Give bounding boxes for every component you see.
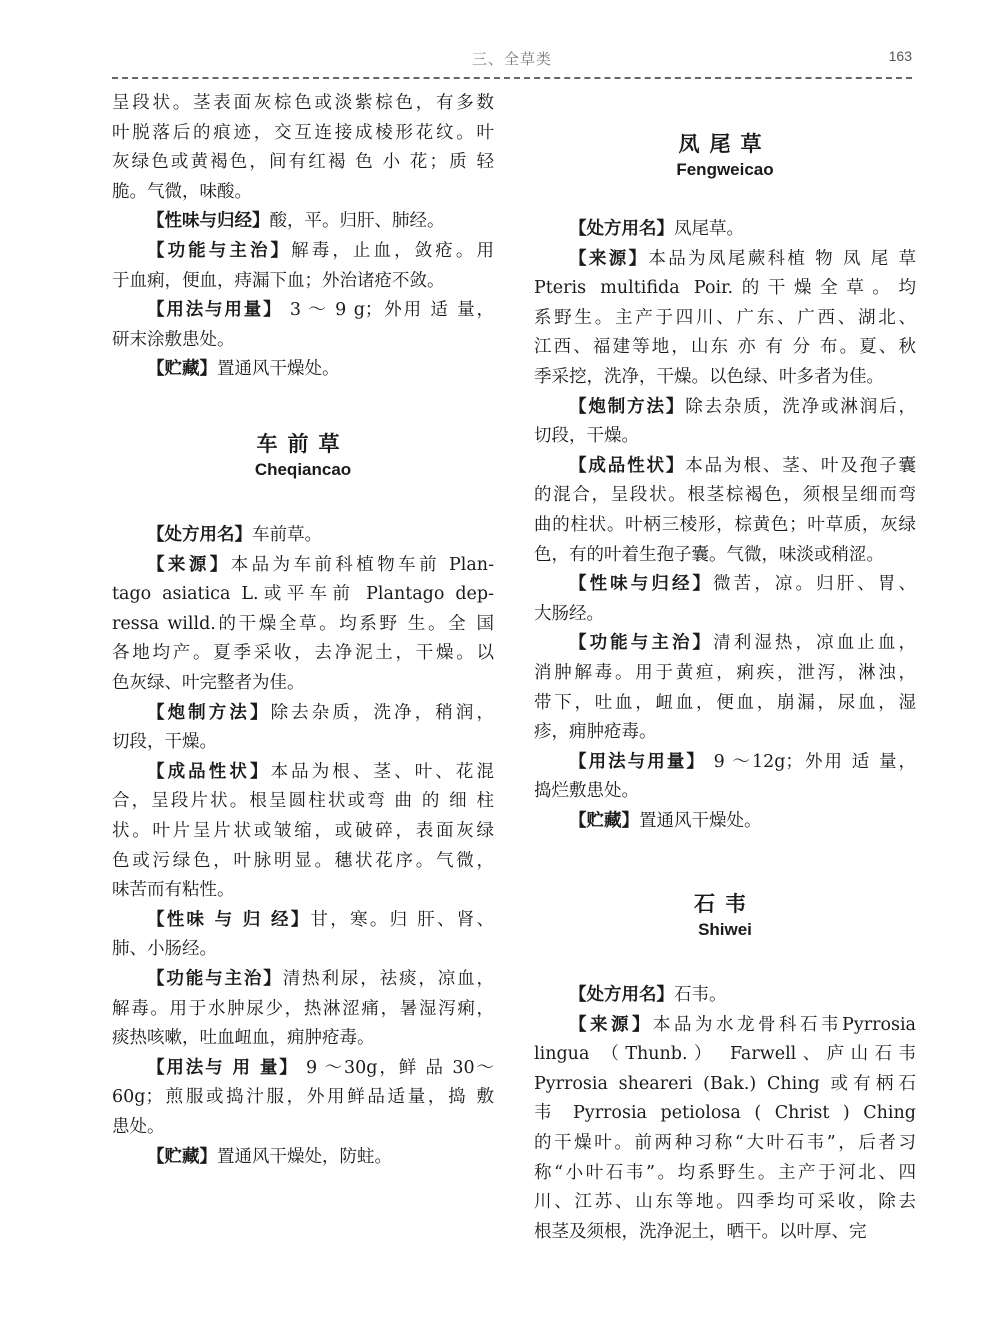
section-label: 【用法与用量】 (569, 751, 706, 772)
text-line: 川、江苏、山东等地。四季均可采收，除去 (534, 1192, 916, 1213)
text-line: lingua （Thunb.） Farwell、庐山石韦 (534, 1044, 916, 1065)
text-line: 【功能与主治】清热利尿，祛痰，凉血， (147, 969, 494, 989)
page-header (112, 48, 912, 72)
entry-pinyin: Fengweicao (676, 160, 774, 179)
text-line: 【用法与用量】 9 ～12g；外用 适 量， (569, 751, 916, 772)
entry-pinyin: Shiwei (698, 920, 752, 939)
text-line: 【来源】本品为车前科植物车前 Plan- (147, 554, 494, 575)
text-line: 【来源】本品为凤尾蕨科植 物 凤 尾 草 (569, 248, 916, 269)
text-line: 研末涂敷患处。 (112, 329, 235, 350)
section-label: 【成品性状】 (147, 761, 271, 782)
section-label: 【功能与主治】 (569, 633, 714, 654)
text-line: 曲的柱状。叶柄三棱形，棕黄色；叶草质，灰绿 (534, 515, 916, 535)
text-line: 江西、福建等地，山东 亦 有 分 布。夏、秋 (534, 337, 916, 358)
text-line: 根茎及须根，洗净泥土，晒干。以叶厚、完 (534, 1221, 867, 1242)
text-line: 【来源】本品为水龙骨科石韦Pyrrosia (569, 1014, 916, 1035)
text-line: 大肠经。 (534, 603, 604, 624)
text-line: 脆。气微，味酸。 (112, 181, 252, 202)
section-label: 【来源】 (147, 554, 231, 575)
text-line: 【性味与归经】微苦，凉。归肝、胃、 (569, 574, 916, 595)
section-label: 【来源】 (569, 248, 649, 269)
text-line: 【处方用名】凤尾草。 (569, 219, 744, 239)
section-label: 【来源】 (569, 1014, 654, 1035)
page-number: 163 (888, 48, 912, 64)
text-line: 【处方用名】石韦。 (569, 985, 727, 1005)
text-line: 【炮制方法】除去杂质，洗净或淋润后， (569, 396, 916, 417)
text-line: 痰热咳嗽，吐血衄血，痈肿疮毒。 (112, 1028, 375, 1049)
text-line: 状。叶片呈片状或皱缩，或破碎，表面灰绿 (112, 821, 494, 841)
text-line: 解毒。用于水肿尿少，热淋涩痛，暑湿泻痢， (112, 998, 494, 1019)
text-line: Pyrrosia sheareri (Bak.) Ching 或有柄石 (534, 1073, 916, 1094)
section-label: 【炮制方法】 (147, 702, 271, 723)
text-line: 【性味与归经】酸，平。归肝、肺经。 (147, 211, 445, 232)
running-title: 三、全草类 (471, 50, 552, 68)
section-label: 【成品性状】 (569, 455, 686, 476)
text-line: 患处。 (112, 1117, 165, 1137)
entry-title: 凤尾草 (678, 132, 772, 156)
text-line: 各地均产。夏季采收，去净泥土，干燥。以 (112, 643, 494, 664)
text-line: ressa willd.的干燥全草。均系野 生。全 国 (112, 613, 494, 634)
text-line: 于血痢，便血，痔漏下血；外治诸疮不敛。 (112, 270, 445, 291)
text-line: 色或污绿色，叶脉明显。穗状花序。气微， (112, 850, 494, 871)
text-line: 【用法与用量】 3 ～ 9 g；外用 适 量， (147, 300, 494, 321)
text-line: 季采挖，洗净，干燥。以色绿、叶多者为佳。 (534, 367, 884, 387)
section-label: 【性味与归经】 (147, 211, 270, 232)
text-line: tago asiatica L.或平车前 Plantago dep- (112, 584, 494, 605)
text-line: 【性味 与 归 经】甘，寒。归 肝、肾、 (147, 909, 494, 930)
text-line: 捣烂敷患处。 (534, 781, 639, 802)
text-line: 【贮藏】置通风干燥处，防蛀。 (147, 1146, 392, 1167)
text-line: 色灰绿、叶完整者为佳。 (112, 673, 305, 693)
section-label: 【用法与用量】 (147, 300, 283, 321)
text-line: Pteris multifida Poir.的干燥全草。均 (534, 278, 916, 299)
text-line: 系野生。主产于四川、广东、广西、湖北、 (534, 307, 916, 328)
text-line: 的干燥叶。前两种习称“大叶石韦”，后者习 (534, 1133, 916, 1153)
section-label: 【用法与 用 量】 (147, 1057, 299, 1078)
section-label: 【处方用名】 (569, 219, 674, 239)
text-line: 灰绿色或黄褐色，间有红褐 色 小 花；质 轻 (112, 152, 494, 173)
text-line: 切段，干燥。 (534, 426, 639, 447)
text-line: 称“小叶石韦”。均系野生。主产于河北、四 (534, 1162, 916, 1183)
section-label: 【贮藏】 (147, 1146, 217, 1167)
text-line: 【成品性状】本品为根、茎、叶及孢子囊 (569, 455, 916, 476)
section-label: 【贮藏】 (569, 811, 639, 831)
text-line: 【贮藏】置通风干燥处。 (147, 359, 340, 380)
text-line: 疹，痈肿疮毒。 (534, 722, 657, 743)
section-label: 【处方用名】 (147, 525, 252, 545)
section-label: 【炮制方法】 (569, 396, 686, 417)
text-line: 叶脱落后的痕迹，交互连接成棱形花纹。叶 (112, 122, 494, 143)
text-line: 色，有的叶着生孢子囊。气微，味淡或稍涩。 (534, 544, 884, 565)
text-line: 的混合，呈段状。根茎棕褐色，须根呈细而弯 (534, 485, 916, 506)
text-line: 切段，干燥。 (112, 732, 217, 753)
section-label: 【处方用名】 (569, 985, 674, 1005)
text-line: 味苦而有粘性。 (112, 880, 235, 901)
text-line: 【功能与主治】清利湿热，凉血止血， (569, 633, 916, 654)
section-label: 【性味与归经】 (569, 574, 714, 595)
text-line: 【功能与主治】解毒，止血，敛疮。用 (147, 241, 494, 261)
text-line: 带下，吐血，衄血，便血，崩漏，尿血，湿 (534, 692, 916, 713)
text-line: 【处方用名】车前草。 (147, 525, 322, 545)
text-line: 合，呈段片状。根呈圆柱状或弯 曲 的 细 柱 (112, 791, 494, 812)
header-rule (112, 77, 912, 79)
text-line: 肺、小肠经。 (112, 939, 217, 960)
text-line: 【成品性状】本品为根、茎、叶、花混 (147, 761, 494, 782)
section-label: 【功能与主治】 (147, 241, 292, 261)
section-label: 【性味 与 归 经】 (147, 909, 311, 930)
text-line: 呈段状。茎表面灰棕色或淡紫棕色，有多数 (112, 93, 494, 113)
text-line: 【炮制方法】除去杂质，洗净，稍润， (147, 702, 494, 723)
text-line: 消肿解毒。用于黄疸，痢疾，泄泻，淋浊， (534, 663, 916, 683)
section-label: 【功能与主治】 (147, 969, 283, 989)
text-line: 【贮藏】置通风干燥处。 (569, 811, 762, 831)
section-label: 【贮藏】 (147, 359, 217, 380)
text-line: 韦 Pyrrosia petiolosa ( Christ ) Ching (534, 1103, 916, 1124)
text-line: 60g；煎服或捣汁服，外用鲜品适量，捣 敷 (112, 1087, 494, 1108)
entry-title: 石韦 (694, 892, 756, 916)
entry-title: 车前草 (256, 432, 350, 456)
text-line: 【用法与 用 量】 9 ～30g，鲜 品 30～ (147, 1057, 494, 1078)
entry-pinyin: Cheqiancao (254, 460, 352, 479)
